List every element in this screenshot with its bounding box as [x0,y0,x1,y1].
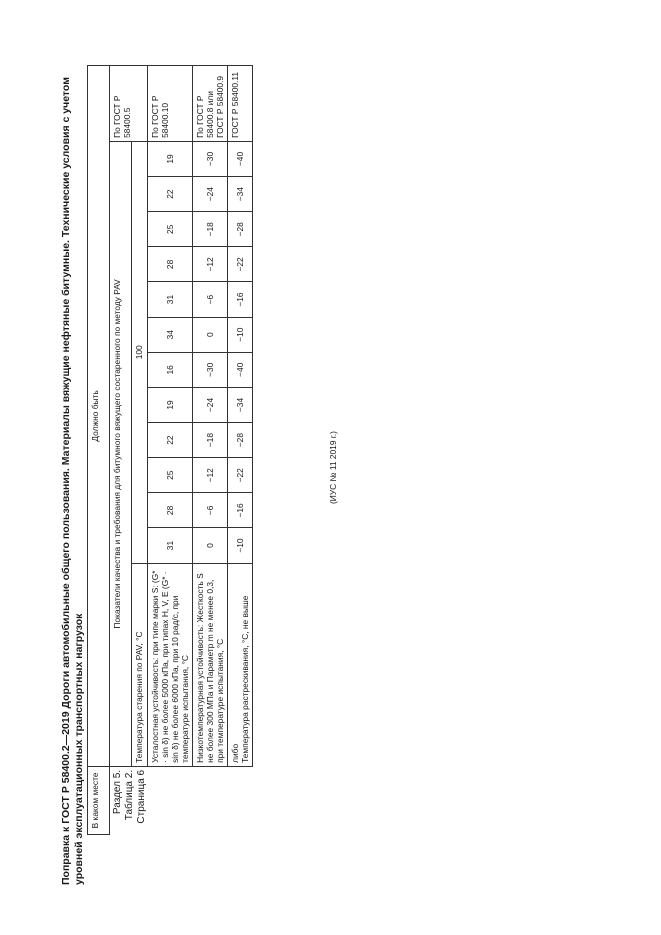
value-cell: 0 [193,528,228,563]
value-cell: −10 [228,317,253,352]
col-place-header: В каком месте [88,766,110,834]
value-cell: −10 [228,528,253,563]
table-row-fatigue [148,66,193,835]
std-fatigue: По ГОСТ Р 58400.10 [148,66,193,142]
value-cell: −30 [193,352,228,387]
value-cell: 25 [148,212,193,247]
value-cell: 22 [148,423,193,458]
std-lowtemp: По ГОСТ Р 58400.8 или ГОСТ Р 58400.9 [193,66,228,142]
row-label-cracking-text: Температура растрескивания, °C, не выше [240,595,250,763]
place-cell: Раздел 5. Таблица 2. Страница 6 [112,769,147,824]
table-row-cracking [228,66,253,835]
row-label-cracking [228,563,253,766]
value-cell: 22 [148,177,193,212]
value-cell: 31 [148,528,193,563]
value-cell: −18 [193,212,228,247]
value-cell: −40 [228,141,253,176]
amendment-title: Поправка к ГОСТ Р 58400.2—2019 Дороги автомобильные общего пользования. Материалы вяжущие нефтяные битумные. Технические условия с учетом уровней эксплуатационных транспортных нагрузок [60,77,85,885]
amendment-table [87,65,253,835]
row-label-cracking-prefix: либо [230,743,240,763]
row-label-lowtemp: Низкотемпературная устойчивость: Жесткость S не более 300 МПа и Параметр m не менее 0,3, при температуре испытания, °C [193,563,228,766]
value-cell: −28 [228,212,253,247]
value-cell: −30 [193,141,228,176]
value-cell: −16 [228,493,253,528]
value-cell: 25 [148,458,193,493]
std-pav: По ГОСТ Р 58400.5 [110,66,148,142]
value-cell: −16 [228,282,253,317]
pav-value: 100 [132,141,148,563]
value-cell: 28 [148,247,193,282]
value-cell: −34 [228,177,253,212]
value-cell: 28 [148,493,193,528]
value-cell: −34 [228,387,253,422]
std-cracking: ГОСТ Р 58400.11 [228,66,253,142]
value-cell: −22 [228,458,253,493]
value-cell: 0 [193,317,228,352]
value-cell: 19 [148,387,193,422]
value-cell: 19 [148,141,193,176]
value-cell: −22 [228,247,253,282]
row-label-fatigue: Усталостная устойчивость: при типе марки S: (G* · sin δ) не более 5000 кПа, при типах H, V, E (G* · sin δ) не более 6000 кПа, при 10 рад/с, при температуре испытания, °C [148,563,193,766]
value-cell: −24 [193,177,228,212]
footer-note: (ИУС № 11 2019 г.) [328,431,338,504]
value-cell: −6 [193,493,228,528]
value-cell: −6 [193,282,228,317]
value-cell: −24 [193,387,228,422]
value-cell: −18 [193,423,228,458]
value-cell: −28 [228,423,253,458]
table-row-lowtemp [193,66,228,835]
value-cell: 31 [148,282,193,317]
group-header: Показатели качества и требования для битумного вяжущего состаренного по методу PAV [110,141,132,766]
value-cell: −12 [193,247,228,282]
value-cell: −40 [228,352,253,387]
pav-label: Температура старения по PAV, °C [132,563,148,766]
value-cell: −12 [193,458,228,493]
value-cell: 16 [148,352,193,387]
col-must-header: Должно быть [88,66,110,767]
value-cell: 34 [148,317,193,352]
